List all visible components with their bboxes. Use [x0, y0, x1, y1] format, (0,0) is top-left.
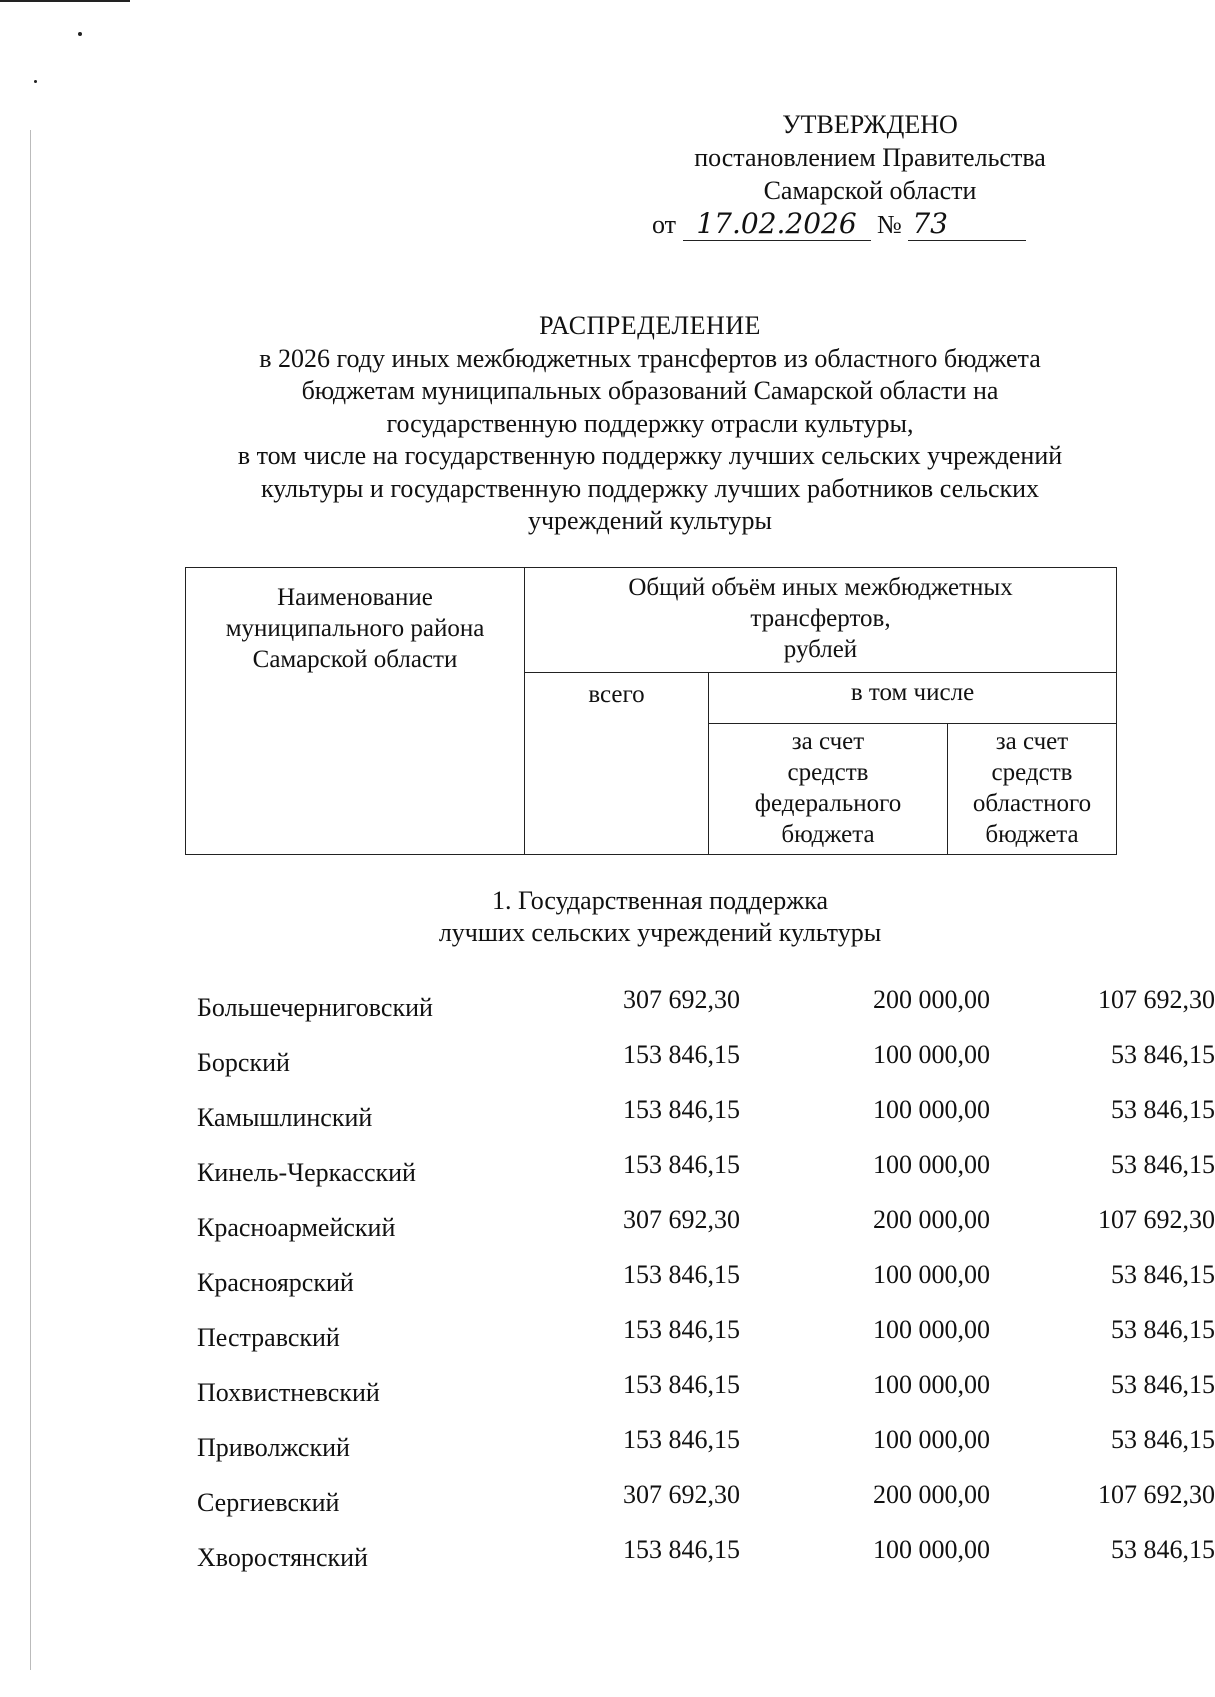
- row-name: Камышлинский: [197, 1103, 373, 1132]
- row-federal: 100 000,00: [873, 1095, 990, 1124]
- table-row: [195, 1480, 1215, 1535]
- handwritten-number: 73: [908, 207, 1026, 241]
- row-regional: 53 846,15: [1111, 1095, 1215, 1124]
- table-row: [195, 1040, 1215, 1095]
- subtitle-line: в том числе на государственную поддержку лучших сельских учреждений: [237, 441, 1063, 470]
- from-label: от: [652, 210, 677, 239]
- header-text: за счет: [791, 728, 865, 755]
- row-regional: 53 846,15: [1111, 1150, 1215, 1179]
- row-name: Сергиевский: [197, 1488, 340, 1517]
- row-total: 153 846,15: [623, 1370, 740, 1399]
- number-label: №: [877, 210, 902, 239]
- row-total: 153 846,15: [623, 1040, 740, 1069]
- row-total: 153 846,15: [623, 1425, 740, 1454]
- row-regional: 53 846,15: [1111, 1370, 1215, 1399]
- header-regional-budget: [948, 724, 1117, 855]
- row-federal: 100 000,00: [873, 1425, 990, 1454]
- row-regional: 53 846,15: [1111, 1260, 1215, 1289]
- row-regional: 107 692,30: [1098, 985, 1215, 1014]
- header-total: всего: [525, 673, 709, 855]
- row-total: 307 692,30: [623, 1205, 740, 1234]
- header-text: средств: [787, 759, 869, 786]
- table-row: [195, 985, 1215, 1040]
- scan-speck: [34, 80, 37, 83]
- table-header: [185, 567, 1117, 855]
- row-regional: 53 846,15: [1111, 1315, 1215, 1344]
- row-total: 307 692,30: [623, 985, 740, 1014]
- row-name: Большечерниговский: [197, 993, 433, 1022]
- row-federal: 100 000,00: [873, 1150, 990, 1179]
- section-title-line: лучших сельских учреждений культуры: [438, 918, 882, 947]
- row-name: Красноярский: [197, 1268, 354, 1297]
- table-row: [195, 1425, 1215, 1480]
- row-federal: 200 000,00: [873, 985, 990, 1014]
- row-name: Хворостянский: [197, 1543, 368, 1572]
- header-total-transfers: [525, 568, 1117, 673]
- data-rows: [195, 985, 1215, 1590]
- scan-top-edge-line: [0, 0, 130, 2]
- header-text: областного: [972, 790, 1092, 817]
- row-federal: 100 000,00: [873, 1535, 990, 1564]
- header-text: рублей: [783, 636, 858, 663]
- row-federal: 100 000,00: [873, 1370, 990, 1399]
- section-title-line: 1. Государственная поддержка: [491, 886, 829, 915]
- scan-left-edge-line: [30, 130, 31, 1670]
- row-regional: 53 846,15: [1111, 1535, 1215, 1564]
- subtitle-line: бюджетам муниципальных образований Самарской области на: [301, 376, 999, 405]
- row-regional: 107 692,30: [1098, 1480, 1215, 1509]
- row-total: 153 846,15: [623, 1095, 740, 1124]
- header-text: за счет: [995, 728, 1069, 755]
- header-text: Наименование: [277, 584, 433, 611]
- header-text: Самарской области: [252, 646, 458, 673]
- document-title: [190, 310, 1110, 538]
- document-heading: РАСПРЕДЕЛЕНИЕ: [539, 311, 761, 340]
- row-name: Приволжский: [197, 1433, 350, 1462]
- subtitle-line: государственную поддержку отрасли культуры,: [386, 408, 914, 438]
- row-total: 153 846,15: [623, 1535, 740, 1564]
- table-row: [195, 1150, 1215, 1205]
- row-federal: 200 000,00: [873, 1480, 990, 1509]
- approval-title: УТВЕРЖДЕНО: [782, 110, 958, 139]
- header-text: бюджета: [985, 821, 1079, 848]
- row-total: 153 846,15: [623, 1150, 740, 1179]
- row-total: 153 846,15: [623, 1260, 740, 1289]
- row-regional: 107 692,30: [1098, 1205, 1215, 1234]
- row-federal: 100 000,00: [873, 1260, 990, 1289]
- handwritten-date: 17.02.2026: [683, 207, 871, 241]
- subtitle-line: в 2026 году иных межбюджетных трансфертов из областного бюджета: [259, 343, 1041, 373]
- table-row: [195, 1095, 1215, 1150]
- row-federal: 100 000,00: [873, 1315, 990, 1344]
- row-federal: 200 000,00: [873, 1205, 990, 1234]
- table-row: [195, 1370, 1215, 1425]
- row-total: 153 846,15: [623, 1315, 740, 1344]
- header-text: муниципального района: [225, 615, 485, 642]
- approval-date-line: [640, 207, 1100, 241]
- header-municipality-name: [186, 568, 525, 855]
- row-total: 307 692,30: [623, 1480, 740, 1509]
- row-name: Похвистневский: [197, 1378, 380, 1407]
- row-regional: 53 846,15: [1111, 1425, 1215, 1454]
- table-row: [195, 1535, 1215, 1590]
- row-name: Борский: [197, 1048, 290, 1077]
- header-federal-budget: [709, 724, 948, 855]
- approval-line-1: постановлением Правительства: [694, 143, 1046, 172]
- header-text: средств: [991, 759, 1073, 786]
- row-name: Красноармейский: [197, 1213, 396, 1242]
- header-including: в том числе: [709, 673, 1117, 724]
- row-federal: 100 000,00: [873, 1040, 990, 1069]
- subtitle-line: культуры и государственную поддержку лучших работников сельских: [260, 473, 1040, 503]
- header-text: бюджета: [781, 821, 875, 848]
- approval-block: [640, 108, 1100, 241]
- subtitle-line: учреждений культуры: [527, 506, 773, 535]
- row-regional: 53 846,15: [1111, 1040, 1215, 1069]
- scan-speck: [78, 32, 82, 36]
- header-text: Общий объём иных межбюджетных: [628, 574, 1013, 601]
- header-text: трансфертов,: [750, 605, 891, 632]
- table-row: [195, 1260, 1215, 1315]
- table-row: [195, 1205, 1215, 1260]
- header-text: федерального: [754, 790, 902, 817]
- row-name: Кинель-Черкасский: [197, 1158, 416, 1187]
- section-1-title: [300, 885, 1020, 949]
- table-row: [195, 1315, 1215, 1370]
- row-name: Пестравский: [197, 1323, 340, 1352]
- approval-line-2: Самарской области: [763, 176, 977, 205]
